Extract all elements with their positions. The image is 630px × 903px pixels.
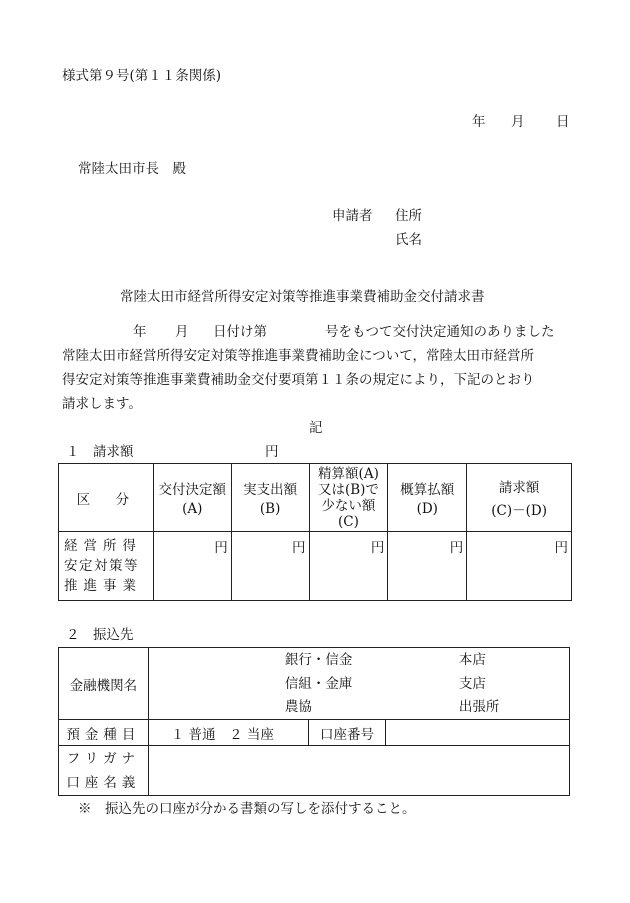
cell-decision-amount[interactable]: 円 xyxy=(153,532,231,601)
address-label: 住所 xyxy=(395,208,422,224)
account-name-cell[interactable] xyxy=(148,746,569,796)
section1-unit: 円 xyxy=(265,444,279,460)
deposit-label: 預金種目 xyxy=(59,720,149,746)
row-label-business: 経営所得 安定対策等 推進事業 xyxy=(59,532,154,601)
account-number-cell[interactable] xyxy=(386,720,570,746)
body-line4: 請求します。 xyxy=(62,396,142,412)
header-settlement-amount: 精算額(A) 又は(B)で 少ない額 (C) xyxy=(309,464,388,532)
branch-type-1: 本店 xyxy=(458,652,486,668)
header-claim-amount: 請求額 (C)－(D) xyxy=(467,464,572,532)
bank-type-3: 農協 xyxy=(284,699,312,715)
ki-label: 記 xyxy=(309,420,323,436)
date-year: 年 xyxy=(472,114,486,130)
header-category: 区 分 xyxy=(59,464,154,532)
body-line3: 得安定対策等推進事業費補助金交付要項第１１条の規定により，下記のとおり xyxy=(62,372,535,388)
account-number-label: 口座番号 xyxy=(308,720,386,746)
body-line1-rest: 号をもつて交付決定通知のありました xyxy=(325,324,555,340)
body-month: 月 xyxy=(175,324,189,340)
body-line2: 常陸太田市経営所得安定対策等推進事業費補助金について，常陸太田市経営所 xyxy=(62,348,534,364)
cell-actual-expense[interactable]: 円 xyxy=(231,532,309,601)
name-label: 氏名 xyxy=(395,232,422,248)
applicant-label: 申請者 xyxy=(332,208,373,224)
note: ※ 振込先の口座が分かる書類の写しを添付すること。 xyxy=(78,801,416,817)
bank-label: 金融機関名 xyxy=(59,648,149,720)
bank-type-1: 銀行・信金 xyxy=(284,652,353,668)
bank-table xyxy=(58,647,570,796)
date-day: 日 xyxy=(556,114,570,130)
account-name-label: フリガナ 口座名義 xyxy=(59,746,149,796)
cell-settlement-amount[interactable]: 円 xyxy=(309,532,388,601)
section1-label: １ 請求額 xyxy=(66,444,134,460)
deposit-options[interactable]: １ 普通 ２ 当座 xyxy=(148,720,308,746)
form-number: 様式第９号(第１１条関係) xyxy=(62,68,222,84)
body-year: 年 xyxy=(133,324,147,340)
branch-type-3: 出張所 xyxy=(458,699,500,715)
bank-type-2: 信組・金庫 xyxy=(284,676,353,692)
claim-table xyxy=(58,463,572,601)
bank-name-cell[interactable] xyxy=(148,648,569,720)
addressee: 常陸太田市長 殿 xyxy=(78,161,186,177)
header-decision-amount: 交付決定額 (A) xyxy=(153,464,231,532)
header-advance-payment: 概算払額 (D) xyxy=(388,464,467,532)
section2-label: ２ 振込先 xyxy=(66,627,134,643)
date-month: 月 xyxy=(511,114,525,130)
cell-advance-payment[interactable]: 円 xyxy=(388,532,467,601)
header-actual-expense: 実支出額 (B) xyxy=(231,464,309,532)
document-title: 常陸太田市経営所得安定対策等推進事業費補助金交付請求書 xyxy=(120,289,485,305)
cell-claim-amount[interactable]: 円 xyxy=(467,532,572,601)
body-day: 日付け第 xyxy=(213,324,267,340)
branch-type-2: 支店 xyxy=(458,676,486,692)
